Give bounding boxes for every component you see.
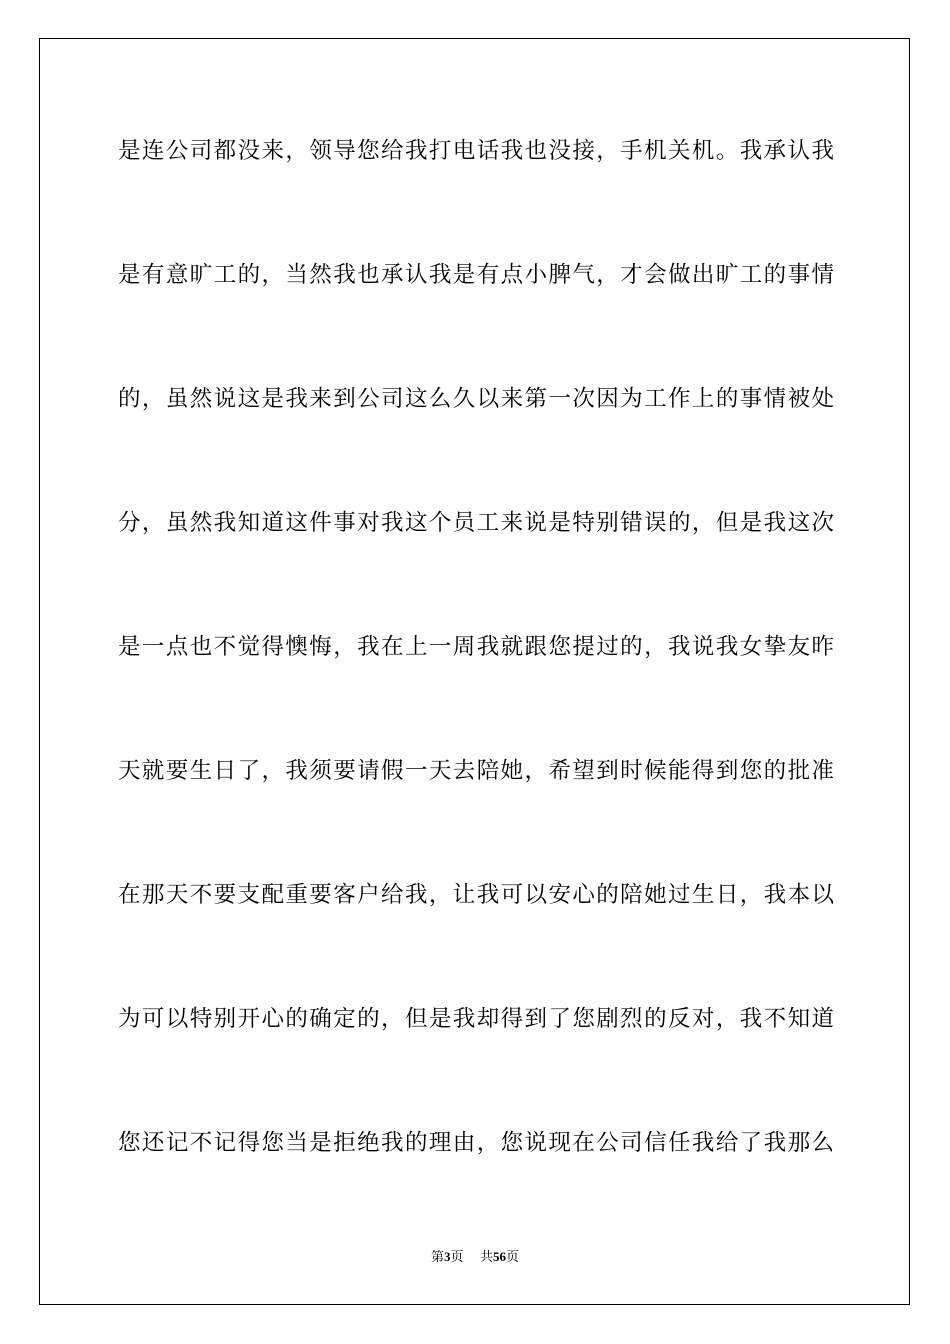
body-text-line: 是一点也不觉得懊悔，我在上一周我就跟您提过的，我说我女挚友昨 [118, 634, 834, 660]
page-footer [0, 1249, 950, 1266]
body-text-line: 为可以特别开心的确定的，但是我却得到了您剧烈的反对，我不知道 [118, 1006, 834, 1032]
body-text-line: 在那天不要支配重要客户给我，让我可以安心的陪她过生日，我本以 [118, 882, 834, 908]
body-text-line: 天就要生日了，我须要请假一天去陪她，希望到时候能得到您的批准 [118, 758, 834, 784]
total-label-suffix: 页 [506, 1250, 520, 1265]
body-text-line: 是连公司都没来，领导您给我打电话我也没接，手机关机。我承认我 [118, 138, 834, 164]
body-text-line: 是有意旷工的，当然我也承认我是有点小脾气，才会做出旷工的事情 [118, 262, 834, 288]
current-page-number: 3 [443, 1249, 451, 1264]
page-border [39, 38, 910, 1305]
body-text-line: 您还记不记得您当是拒绝我的理由，您说现在公司信任我给了我那么 [118, 1130, 834, 1156]
total-page-count: 56 [493, 1249, 507, 1264]
page-label-suffix: 页 [450, 1250, 464, 1265]
total-label-prefix: 共 [480, 1250, 494, 1265]
body-text-line: 的，虽然说这是我来到公司这么久以来第一次因为工作上的事情被处 [118, 386, 834, 412]
page-label-prefix: 第 [430, 1250, 444, 1265]
body-text-line: 分，虽然我知道这件事对我这个员工来说是特别错误的，但是我这次 [118, 510, 834, 536]
